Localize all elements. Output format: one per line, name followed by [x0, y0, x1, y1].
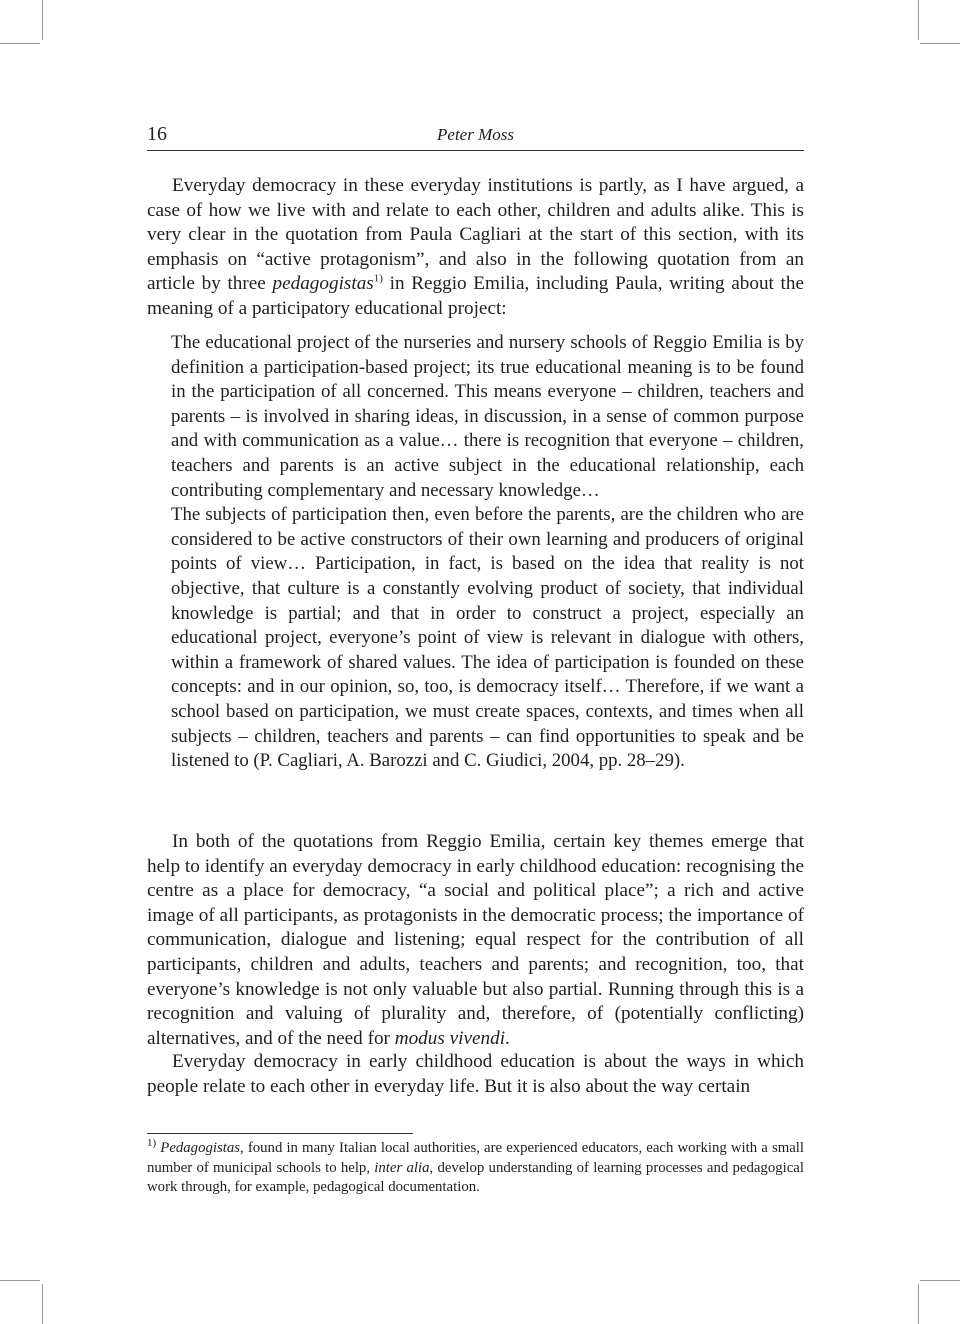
crop-mark — [918, 1284, 919, 1324]
page-number: 16 — [147, 123, 167, 145]
crop-mark — [0, 1280, 40, 1281]
footnote-marker: 1) — [147, 1137, 157, 1150]
footnote — [147, 1139, 804, 1198]
italic-term: pedagogistas — [272, 273, 374, 295]
crop-mark — [920, 1280, 960, 1281]
footnote-rule — [147, 1133, 413, 1134]
crop-mark — [920, 43, 960, 44]
page-header — [147, 120, 804, 151]
paragraph-text: In both of the quotations from Reggio Emilia, certain key themes emerge that help to identify an everyday democracy in early childhood education: recognising the centre as a place for democracy, “a social and political place”; a rich and active image of all participants, as protagonists in the democratic process; the importance of communication, dialogue and listening; equal respect for the contribution of all participants, children and adults, teachers and parents; and recognition, too, that everyone’s knowledge is not only valuable but also partial. Running through this is a recognition and valuing of plurality and, therefore, of (potentially conflicting) alternatives, and of the need for — [147, 831, 804, 1049]
italic-term: Pedagogistas — [160, 1140, 241, 1156]
paragraph-text: Everyday democracy in these everyday institutions is partly, as I have argued, a case of how we live with and relate to each other, children and adults alike. This is very clear in the quotation from Paula Cagliari at the start of this section, with its emphasis on “active protagonism”, and also in the following quotation from an article by three — [147, 175, 804, 295]
body-paragraph — [147, 174, 804, 322]
quote-paragraph: The subjects of participation then, even before the parents, are the children who are considered to be active constructors of their own learning and producers of original points of view… Participation, in fact, is based on the idea that reality is not objective, that culture is a constantly evolving product of society, that individual knowledge is partial; and that in order to construct a project, especially an educational project, everyone’s point of view is relevant in dialogue with others, within a framework of shared values. The idea of participation is founded on these concepts: and in our opinion, so, too, is democracy itself… Therefore, if we want a school based on participation, we must create spaces, contexts, and times when all subjects – children, teachers and parents – can find opportunities to speak and be listened to (P. Cagliari, A. Barozzi and C. Giudici, 2004, pp. 28–29). — [171, 504, 804, 772]
footnote-text: , found in many Italian local authorities, are experienced educators, each working with a small number of municipal schools to help, — [147, 1140, 804, 1176]
quote-paragraph: The educational project of the nurseries and nursery schools of Reggio Emilia is by definition a participation-based project; its true educational meaning is to be found in the participation of all concerned. This means everyone – children, teachers and parents – is involved in sharing ideas, in discussion, in a sense of common purpose and with communication as a value… there is recognition that everyone – children, teachers and parents is an active subject in the educational relationship, each contributing complementary and necessary knowledge… — [171, 332, 804, 501]
crop-mark — [0, 43, 40, 44]
block-quote — [171, 331, 804, 774]
paragraph-text: in Reggio Emilia, including Paula, writing about the meaning of a participatory educational project: — [147, 273, 805, 319]
italic-term: modus vivendi — [394, 1027, 506, 1049]
italic-term: inter alia — [374, 1159, 430, 1176]
footnote-reference: 1) — [373, 272, 383, 285]
crop-mark — [42, 1284, 43, 1324]
running-head-author: Peter Moss — [437, 125, 514, 144]
body-paragraph — [147, 830, 804, 1051]
crop-mark — [918, 0, 919, 40]
footnote-text: , develop understanding of learning processes and pedagogical work through, for example, pedagogical documentation. — [147, 1159, 804, 1195]
body-paragraph: Everyday democracy in early childhood education is about the ways in which people relate to each other in everyday life. But it is also about the way certain — [147, 1051, 804, 1097]
crop-mark — [42, 0, 43, 40]
paragraph-text: . — [505, 1027, 510, 1049]
